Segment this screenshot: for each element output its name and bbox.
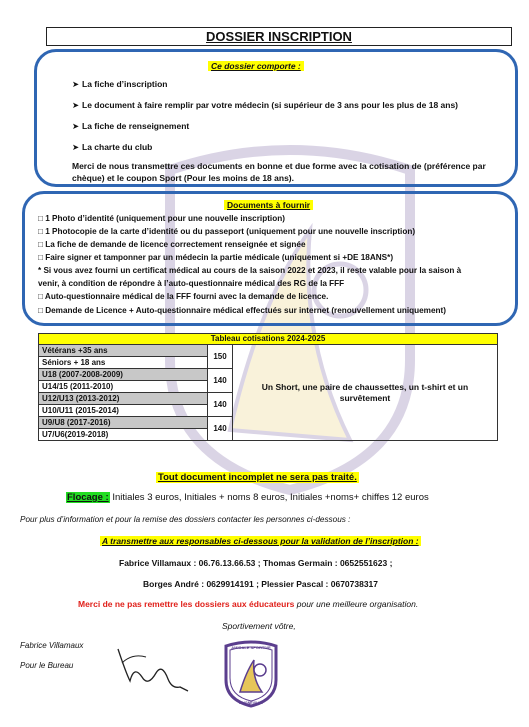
list-item: ➤ Le document à faire remplir par votre médecin (si supérieur de 3 ans pour les plus de 18 ans)	[72, 100, 459, 110]
signer-name: Fabrice Villamaux	[20, 641, 84, 650]
table-cell-price: 140	[208, 417, 233, 441]
table-cell-category: U10/U11 (2015-2014)	[39, 405, 208, 417]
list-item: * Si vous avez fourni un certificat médical au cours de la saison 2022 et 2023, il reste valable pour la saison à	[38, 266, 462, 275]
flocage-label: Flocage :	[67, 492, 109, 503]
handwritten-signature	[112, 643, 192, 695]
tarifs-table	[38, 344, 498, 441]
contact-line-1: Fabrice Villamaux : 06.76.13.66.53 ; Thomas Germain : 0652551623 ;	[119, 558, 393, 568]
table-cell-category: U14/15 (2011-2010)	[39, 381, 208, 393]
section1-note: Merci de nous transmettre ces documents en bonne et due forme avec la cotisation de (préférence par chèque) et le coupon Sport (Pour les moins de 18 ans).	[72, 161, 486, 183]
list-item: □ 1 Photocopie de la carte d’identité ou du passeport (uniquement pour une nouvelle inscription)	[38, 227, 416, 236]
transmit-heading: A transmettre aux responsables ci-dessous pour la validation de l’inscription :	[102, 536, 419, 546]
section1-heading: Ce dossier comporte :	[208, 56, 304, 74]
table-cell-price: 140	[208, 369, 233, 393]
closing: Sportivement vôtre,	[222, 621, 296, 631]
table-cell-category: U12/U13 (2013-2012)	[39, 393, 208, 405]
table-cell-category: U18 (2007-2008-2009)	[39, 369, 208, 381]
table-cell-category: U9/U8 (2017-2016)	[39, 417, 208, 429]
list-item: □ Auto-questionnaire médical de la FFF fourni avec la demande de licence.	[38, 292, 329, 301]
list-item: □ Demande de Licence + Auto-questionnaire médical effectués sur internet (renouvellement uniquement)	[38, 306, 446, 315]
section2-heading: Documents à fournir	[224, 195, 313, 213]
logo-lettering: AMICALE SPORTIVE	[231, 645, 271, 650]
table-cell-price: 140	[208, 393, 233, 417]
organisation-warning: Merci de ne pas remettre les dossiers aux éducateurs pour une meilleure organisation.	[78, 599, 419, 609]
list-item: ➤ La fiche d’inscription	[72, 79, 168, 89]
incomplete-warning: Tout document incomplet ne sera pas traité.	[158, 472, 357, 483]
flocage-line	[66, 492, 429, 503]
list-item: ➤ La charte du club	[72, 142, 153, 152]
tarifs-caption: Tableau cotisations 2024-2025	[38, 333, 498, 345]
list-item: □ 1 Photo d’identité (uniquement pour une nouvelle inscription)	[38, 214, 285, 223]
club-logo	[222, 640, 280, 708]
flocage-prices: Initiales 3 euros, Initiales + noms 8 euros, Initiales +noms+ chiffes 12 euros	[109, 492, 429, 503]
list-item: □ La fiche de demande de licence correctement renseignée et signée	[38, 240, 306, 249]
info-line: Pour plus d’information et pour la remise des dossiers contacter les personnes ci-dessous :	[20, 515, 351, 524]
list-item: venir, à condition de répondre à l’auto-questionnaire médical des RG de la FFF	[38, 279, 345, 288]
page-title: DOSSIER INSCRIPTION	[46, 27, 512, 46]
logo-lettering-bottom: LAIGNEVILLE	[239, 701, 263, 705]
signer-role: Pour le Bureau	[20, 661, 74, 670]
list-item: ➤ La fiche de renseignement	[72, 121, 190, 131]
table-cell-category: Vétérans +35 ans	[39, 345, 208, 357]
table-cell-category: U7/U6(2019-2018)	[39, 429, 208, 441]
contact-line-2: Borges André : 0629914191 ; Plessier Pascal : 0670738317	[143, 579, 379, 589]
table-cell-category: Séniors + 18 ans	[39, 357, 208, 369]
table-cell-includes: Un Short, une paire de chaussettes, un t-shirt et un survêtement	[233, 345, 498, 441]
table-cell-price: 150	[208, 345, 233, 369]
list-item: □ Faire signer et tamponner par un médecin la partie médicale (uniquement si +DE 18ANS*)	[38, 253, 394, 262]
table-row	[39, 345, 498, 357]
